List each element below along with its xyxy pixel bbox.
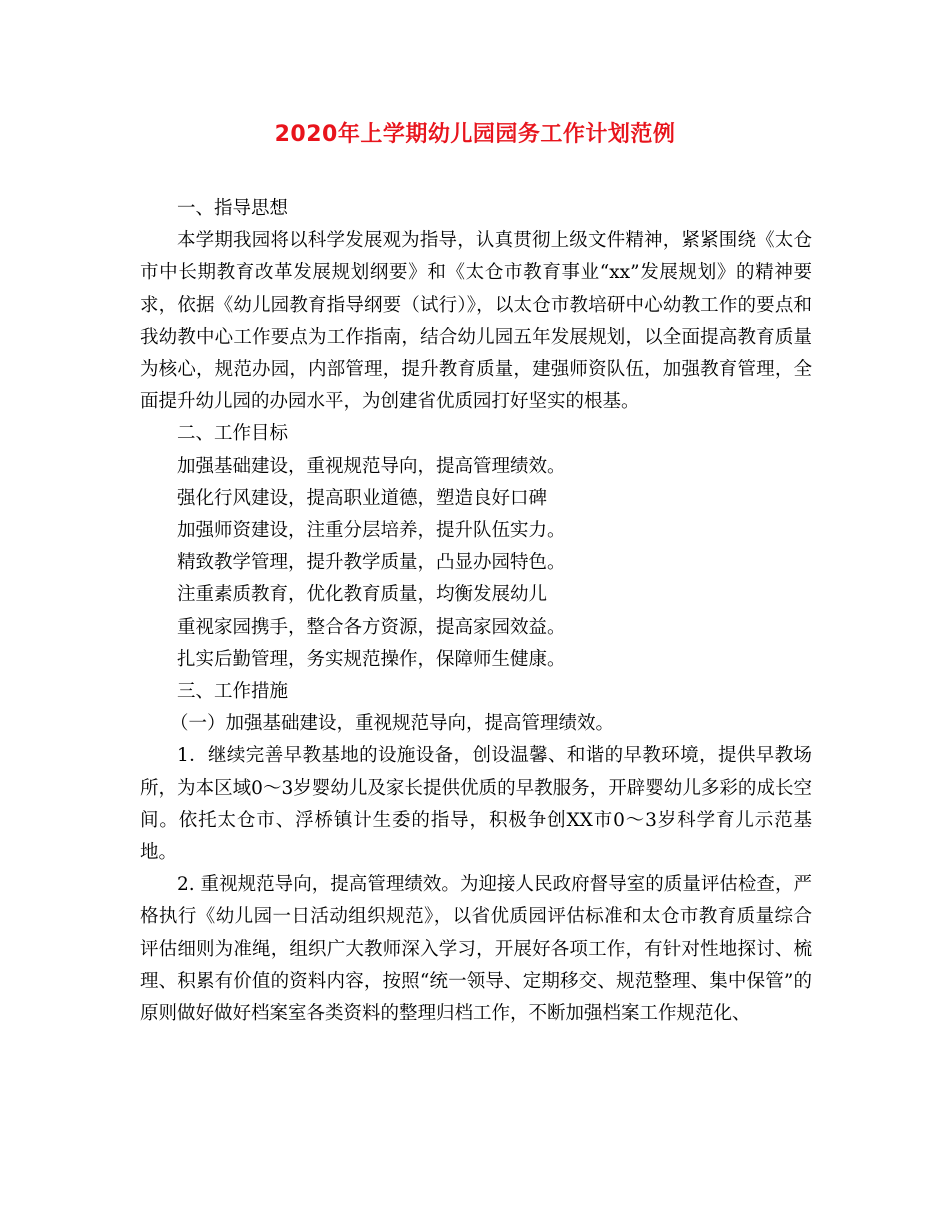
goal-item: 精致教学管理，提升教学质量，凸显办园特色。 (177, 552, 566, 574)
paragraph-guiding-ideology: 本学期我园将以科学发展观为指导，认真贯彻上级文件精神，紧紧围绕《太仓市中长期教育改革发展规划纲要》和《太仓市教育事业“xx”发展规划》的精神要求，依据《幼儿园教育指导纲要（试行）》，以太仓市教培研中心幼教工作的要点和我幼教中心工作要点为工作指南，结合幼儿园五年发展规划，以全面提高教育质量为核心，规范办园，内部管理，提升教育质量，建强师资队伍，加强教育管理，全面提升幼儿园的办园水平，为创建省优质园打好坚实的根基。 (140, 230, 812, 413)
measure-item-2: 2. 重视规范导向，提高管理绩效。为迎接人民政府督导室的质量评估检查，严格执行《幼儿园一日活动组织规范》，以省优质园评估标准和太仓市教育质量综合评估细则为准绳，组织广大教师深入学习，开展好各项工作，有针对性地探讨、梳理、积累有价值的资料内容，按照“统一领导、定期移交、规范整理、集中保管”的原则做好做好档案室各类资料的整理归档工作，不断加强档案工作规范化、 (140, 874, 812, 1025)
goal-item: 扎实后勤管理，务实规范操作，保障师生健康。 (177, 648, 566, 670)
goal-item: 重视家园携手，整合各方资源，提高家园效益。 (177, 616, 566, 638)
document-title: 2020年上学期幼儿园园务工作计划范例 (274, 122, 676, 147)
goal-item: 强化行风建设，提高职业道德，塑造良好口碑 (177, 487, 548, 509)
section-heading-work-goals: 二、工作目标 (177, 423, 289, 445)
subsection-heading-basic-construction: （一）加强基础建设，重视规范导向，提高管理绩效。 (170, 713, 615, 735)
goal-item: 加强基础建设，重视规范导向，提高管理绩效。 (177, 455, 566, 477)
section-heading-work-measures: 三、工作措施 (177, 681, 289, 703)
measure-item-1: 1．继续完善早教基地的设施设备，创设温馨、和谐的早教环境，提供早教场所，为本区域0～3岁婴幼儿及家长提供优质的早教服务，开辟婴幼儿多彩的成长空间。依托太仓市、浮桥镇计生委的指导，积极争创XX市0～3岁科学育儿示范基地。 (140, 745, 812, 864)
goal-item: 注重素质教育，优化教育质量，均衡发展幼儿 (177, 584, 548, 606)
document-body (140, 193, 812, 1030)
section-heading-guiding-ideology: 一、指导思想 (177, 198, 289, 219)
goal-item: 加强师资建设，注重分层培养，提升队伍实力。 (177, 520, 566, 542)
